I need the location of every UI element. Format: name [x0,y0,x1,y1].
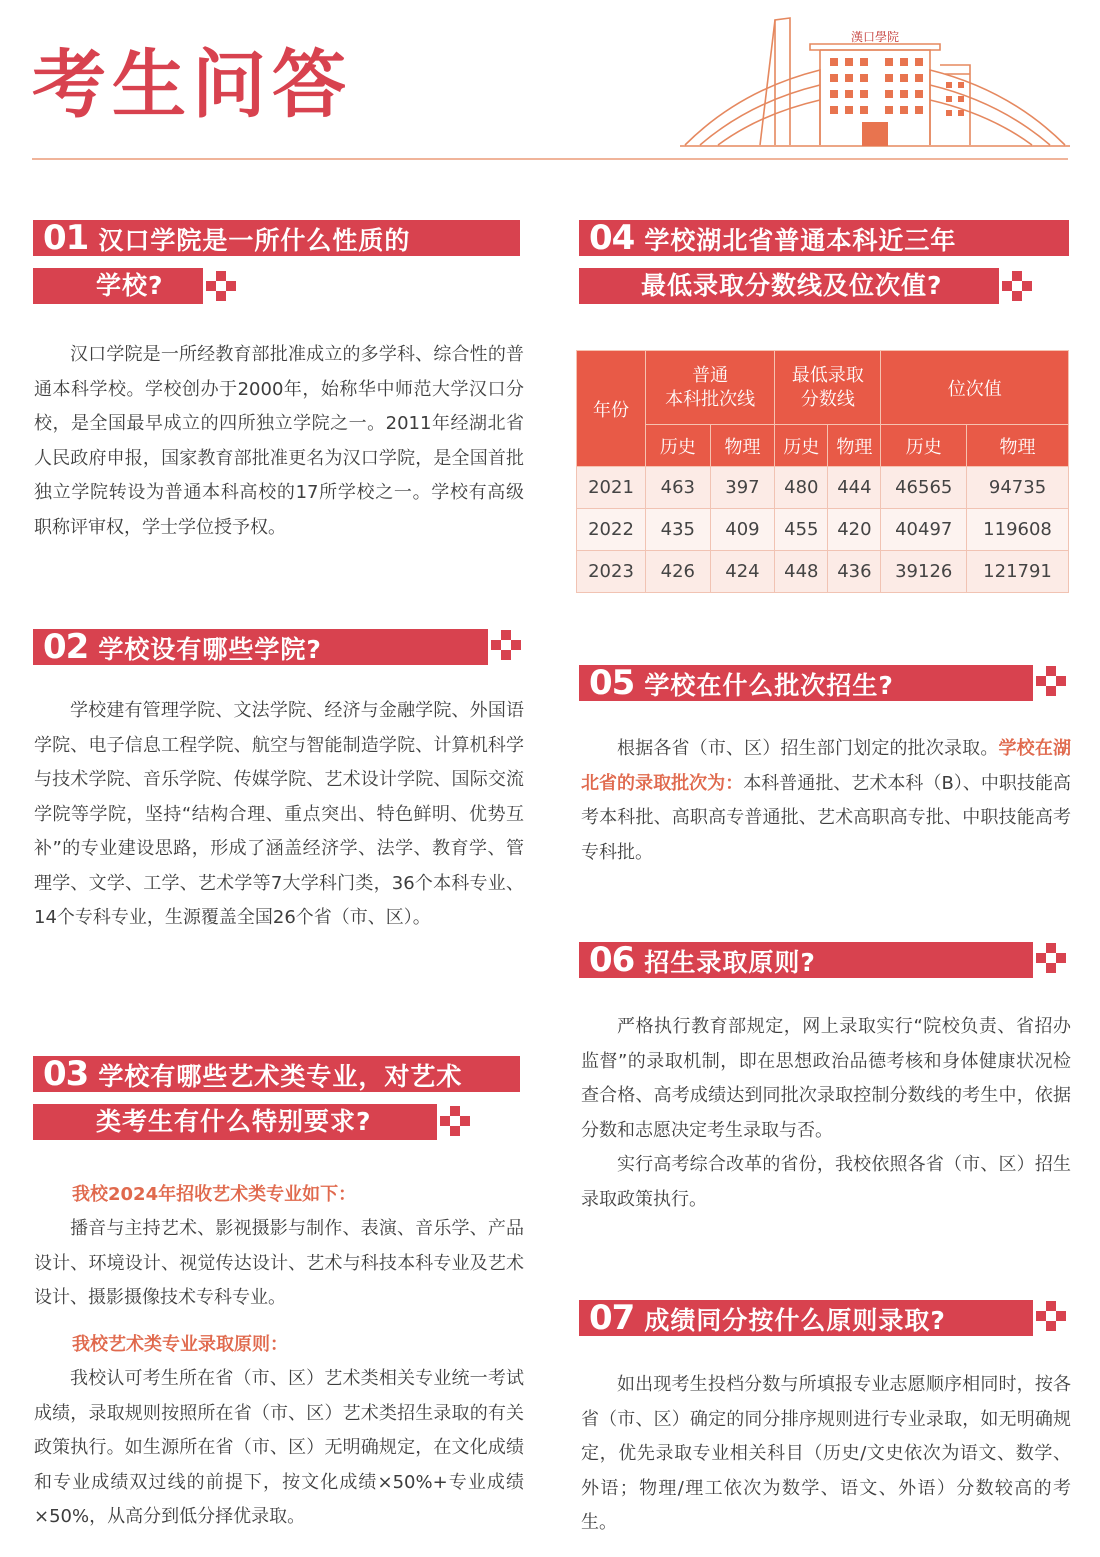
q05-body [581,732,1071,870]
q07-number: 07 [589,1298,635,1338]
table-subheader: 物理 [710,425,775,467]
q02-body [34,694,524,936]
q06-title-bar [579,942,1033,978]
table-header-min-score: 最低录取 分数线 [775,351,881,425]
table-cell: 463 [646,467,711,509]
q01-body [34,338,524,545]
table-cell-year: 2021 [577,467,646,509]
q03-number: 03 [43,1054,89,1094]
table-cell: 409 [710,509,775,551]
q01-title-bar [33,220,520,256]
table-cell: 94735 [967,467,1069,509]
checker-decoration [491,630,521,660]
title-divider [32,158,1068,160]
q03-subheading-principles: 我校艺术类专业录取原则： [72,1334,288,1355]
table-cell: 448 [775,551,828,593]
page-title: 考生问答 [32,42,352,128]
q04-number: 04 [589,218,635,258]
q05-paragraph [581,732,1071,870]
q04-title-line1: 学校湖北省普通本科近三年 [644,226,957,255]
table-cell: 444 [828,467,881,509]
table-cell: 40497 [881,509,967,551]
q02-paragraph: 学校建有管理学院、文法学院、经济与金融学院、外国语学院、电子信息工程学院、航空与智能制造学院、计算机科学与技术学院、音乐学院、传媒学院、艺术设计学院、国际交流学院等学院，坚持“结构合理、重点突出、特色鲜明、优势互补”的专业建设思路，形成了涵盖经济学、法学、教育学、管理学、文学、工学、艺术学等7大学科门类，36个本科专业、14个专科专业，生源覆盖全国26个省（市、区）。 [34,700,524,928]
q03-body-principles [34,1362,524,1535]
q05-text-batches: 本科普通批、艺术本科（B）、中职技能高考本科批、高职高专普通批、艺术高职高专批、中职技能高考专科批。 [581,772,1071,863]
table-cell: 39126 [881,551,967,593]
q01-paragraph: 汉口学院是一所经教育部批准成立的多学科、综合性的普通本科学校。学校创办于2000年，始称华中师范大学汉口分校，是全国最早成立的四所独立学院之一。2011年经湖北省人民政府申报，国家教育部批准更名为汉口学院，是全国首批独立学院转设为普通本科高校的17所学校之一。学校有高级职称评审权，学士学位授予权。 [34,344,524,538]
table-subheader: 历史 [881,425,967,467]
table-cell: 46565 [881,467,967,509]
table-cell: 424 [710,551,775,593]
table-cell-year: 2022 [577,509,646,551]
table-cell: 436 [828,551,881,593]
table-row [577,551,1069,593]
q03-majors-paragraph: 播音与主持艺术、影视摄影与制作、表演、音乐学、产品设计、环境设计、视觉传达设计、艺术与科技本科专业及艺术设计、摄影摄像技术专科专业。 [34,1218,524,1308]
q05-text-highlight: 学校在湖北省的录取批次为： [581,738,1071,794]
table-header-year: 年份 [577,351,646,467]
q03-title-line1: 学校有哪些艺术类专业，对艺术 [98,1062,463,1091]
q07-body [581,1368,1071,1541]
table-header-batch-line: 普通 本科批次线 [646,351,775,425]
q01-title-bar-2 [33,268,203,304]
q03-subheading-majors: 我校2024年招收艺术类专业如下： [72,1184,357,1205]
table-cell: 480 [775,467,828,509]
checker-decoration [206,271,236,301]
q05-title-line1: 学校在什么批次招生? [644,671,894,700]
table-cell: 426 [646,551,711,593]
q03-title-bar [33,1056,520,1092]
checker-decoration [1036,1301,1066,1331]
checker-decoration [1036,666,1066,696]
table-row [577,467,1069,509]
table-header-rank: 位次值 [881,351,1069,425]
table-cell-year: 2023 [577,551,646,593]
q05-number: 05 [589,663,635,703]
q01-title-line1: 汉口学院是一所什么性质的 [98,226,411,255]
q06-body [581,1010,1071,1217]
building-sign: 漢口學院 [850,30,900,44]
q06-paragraph-1: 严格执行教育部规定，网上录取实行“院校负责、省招办监督”的录取机制，即在思想政治品德考核和身体健康状况检查合格、高考成绩达到同批次录取控制分数线的考生中，依据分数和志愿决定考生录取与否。 [581,1016,1071,1141]
checker-decoration [440,1106,470,1136]
q01-title-line2: 学校? [96,271,164,300]
q03-title-line2: 类考生有什么特别要求? [96,1107,372,1136]
campus-building-illustration [680,10,1070,150]
checker-decoration [1002,271,1032,301]
q04-title-bar [579,220,1069,256]
table-cell: 455 [775,509,828,551]
q06-title-line1: 招生录取原则? [644,948,816,977]
q01-number: 01 [43,218,89,258]
q05-text-intro: 根据各省（市、区）招生部门划定的批次录取。 [617,738,999,759]
q02-title-bar [33,629,488,665]
score-table [576,350,1069,593]
q06-number: 06 [589,940,635,980]
q03-principles-paragraph: 我校认可考生所在省（市、区）艺术类相关专业统一考试成绩，录取规则按照所在省（市、区）艺术类招生录取的有关政策执行。如生源所在省（市、区）无明确规定，在文化成绩和专业成绩双过线的前提下，按文化成绩×50%+专业成绩×50%，从高分到低分择优录取。 [34,1368,524,1527]
q04-title-line2: 最低录取分数线及位次值? [641,271,943,300]
table-cell: 435 [646,509,711,551]
table-subheader: 物理 [967,425,1069,467]
table-cell: 121791 [967,551,1069,593]
q03-body-majors [34,1212,524,1316]
table-cell: 420 [828,509,881,551]
table-row [577,509,1069,551]
q04-title-bar-2 [579,268,999,304]
q02-number: 02 [43,627,89,667]
table-subheader: 物理 [828,425,881,467]
q02-title-line1: 学校设有哪些学院? [98,635,322,664]
table-subheader: 历史 [646,425,711,467]
q07-title-bar [579,1300,1033,1336]
q06-paragraph-2: 实行高考综合改革的省份，我校依照各省（市、区）招生录取政策执行。 [581,1154,1071,1210]
q07-paragraph: 如出现考生投档分数与所填报专业志愿顺序相同时，按各省（市、区）确定的同分排序规则进行专业录取，如无明确规定，优先录取专业相关科目（历史/文史依次为语文、数学、外语；物理/理工依次为数学、语文、外语）分数较高的考生。 [581,1374,1071,1533]
q05-title-bar [579,665,1033,701]
table-cell: 397 [710,467,775,509]
table-subheader: 历史 [775,425,828,467]
q03-title-bar-2 [33,1104,437,1140]
q07-title-line1: 成绩同分按什么原则录取? [644,1306,946,1335]
checker-decoration [1036,943,1066,973]
table-cell: 119608 [967,509,1069,551]
